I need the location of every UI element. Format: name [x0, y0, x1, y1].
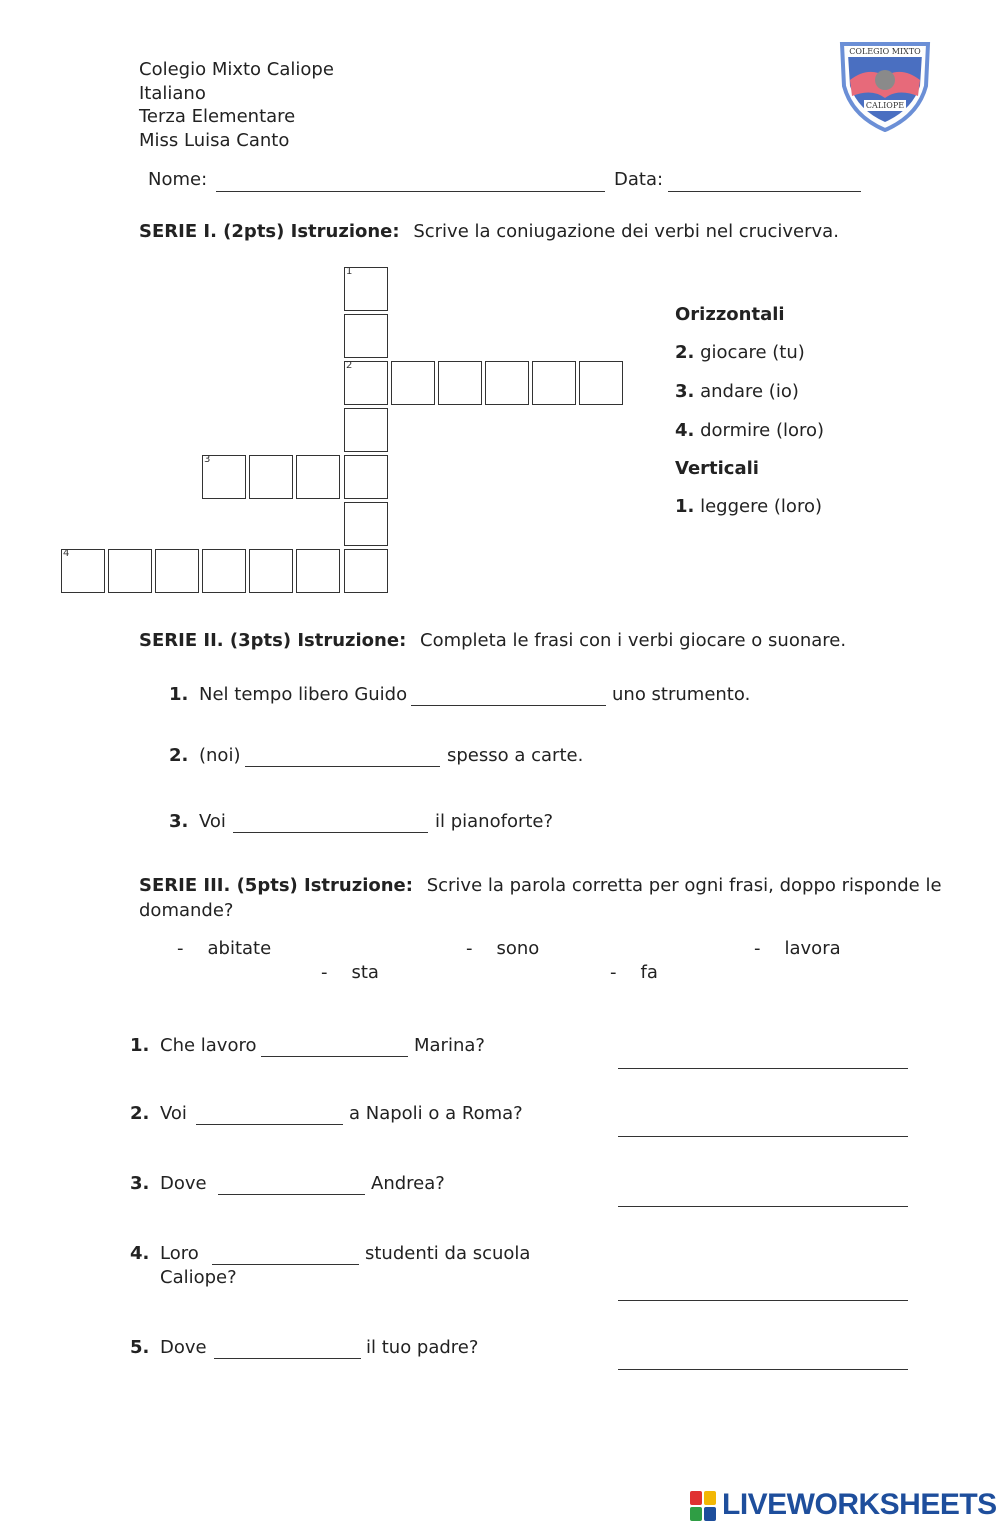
- liveworksheets-logo-icon: [690, 1491, 718, 1521]
- name-underline: [216, 191, 605, 192]
- clue-text: leggere (loro): [700, 496, 822, 517]
- cell-number: 2: [346, 360, 353, 371]
- word: abitate: [207, 938, 272, 959]
- serie3-title: [139, 875, 942, 896]
- blank-input[interactable]: [262, 1033, 406, 1055]
- name-label: Nome:: [148, 169, 208, 190]
- down-title: Verticali: [675, 458, 759, 479]
- word-bank-item: [177, 938, 271, 959]
- item-text-after: il tuo padre?: [366, 1337, 479, 1358]
- clue-text: giocare (tu): [700, 342, 805, 363]
- blank-input[interactable]: [215, 1335, 359, 1357]
- answer-input[interactable]: [619, 1044, 907, 1066]
- school-logo: [838, 40, 932, 132]
- item-text-before: Dove: [160, 1173, 207, 1194]
- item-number: 1.: [130, 1035, 150, 1056]
- crossword-cell[interactable]: [344, 455, 388, 499]
- blank-input[interactable]: [219, 1171, 363, 1193]
- date-underline: [668, 191, 861, 192]
- item-text-before: Dove: [160, 1337, 207, 1358]
- blank-underline: [218, 1194, 365, 1195]
- word-bank-item: [321, 962, 379, 983]
- blank-input[interactable]: [197, 1101, 341, 1123]
- item-text-before: Voi: [199, 811, 226, 832]
- blank-input[interactable]: [412, 682, 604, 704]
- clue-number: 1.: [675, 496, 695, 517]
- blank-underline: [245, 766, 440, 767]
- clue-item: [675, 496, 822, 517]
- item-number: 5.: [130, 1337, 150, 1358]
- clue-text: dormire (loro): [700, 420, 825, 441]
- answer-input[interactable]: [619, 1112, 907, 1134]
- answer-underline: [618, 1206, 908, 1207]
- answer-underline: [618, 1068, 908, 1069]
- grade: Terza Elementare: [139, 106, 296, 127]
- item-text-after: studenti da scuola: [365, 1243, 531, 1264]
- crossword-cell[interactable]: [438, 361, 482, 405]
- serie1-instruction: Scrive la coniugazione dei verbi nel cruciverva.: [413, 221, 839, 242]
- crossword-cell[interactable]: [344, 502, 388, 546]
- serie2-heading: SERIE II. (3pts) Istruzione:: [139, 630, 407, 651]
- liveworksheets-brand[interactable]: [690, 1488, 997, 1524]
- clue-item: [675, 381, 799, 402]
- serie2-title: [139, 630, 846, 651]
- item-text-before: Loro: [160, 1243, 199, 1264]
- item-text-before: Nel tempo libero Guido: [199, 684, 408, 705]
- crossword-cell[interactable]: [532, 361, 576, 405]
- word: lavora: [784, 938, 841, 959]
- blank-underline: [212, 1264, 359, 1265]
- across-title: Orizzontali: [675, 304, 785, 325]
- word-bank-item: [466, 938, 539, 959]
- item-text-before: Che lavoro: [160, 1035, 257, 1056]
- blank-underline: [261, 1056, 408, 1057]
- word: sono: [496, 938, 540, 959]
- item-text-before: Voi: [160, 1103, 187, 1124]
- clue-number: 4.: [675, 420, 695, 441]
- crossword-cell[interactable]: [249, 455, 293, 499]
- item-number: 2.: [130, 1103, 150, 1124]
- serie2-instruction: Completa le frasi con i verbi giocare o suonare.: [420, 630, 847, 651]
- crossword-cell[interactable]: [108, 549, 152, 593]
- blank-underline: [411, 705, 606, 706]
- crossword-cell[interactable]: [202, 455, 246, 499]
- crossword-cell[interactable]: [296, 455, 340, 499]
- item-number: 2.: [169, 745, 189, 766]
- blank-input[interactable]: [213, 1241, 357, 1263]
- brand-text: LIVEWORKSHEETS: [722, 1488, 997, 1521]
- item-text-after: il pianoforte?: [435, 811, 554, 832]
- answer-underline: [618, 1300, 908, 1301]
- serie1-heading: SERIE I. (2pts) Istruzione:: [139, 221, 400, 242]
- crossword-cell[interactable]: [344, 361, 388, 405]
- item-number: 3.: [130, 1173, 150, 1194]
- blank-underline: [196, 1124, 343, 1125]
- answer-input[interactable]: [619, 1345, 907, 1367]
- bullet-dash: -: [754, 938, 761, 959]
- crossword-cell[interactable]: [344, 549, 388, 593]
- clue-text: andare (io): [700, 381, 799, 402]
- blank-underline: [233, 832, 428, 833]
- serie3-instruction: Scrive la parola corretta per ogni frasi, doppo risponde le: [426, 875, 942, 896]
- bullet-dash: -: [321, 962, 328, 983]
- clue-item: [675, 342, 805, 363]
- item-number: 4.: [130, 1243, 150, 1264]
- subject: Italiano: [139, 83, 206, 104]
- item-text-after-cont: Caliope?: [160, 1267, 237, 1288]
- name-input[interactable]: [217, 168, 603, 190]
- date-input[interactable]: [669, 168, 859, 190]
- crossword-cell[interactable]: [202, 549, 246, 593]
- item-text-after: a Napoli o a Roma?: [349, 1103, 523, 1124]
- crossword-cell[interactable]: [344, 267, 388, 311]
- crossword-cell[interactable]: [249, 549, 293, 593]
- school-name: Colegio Mixto Caliope: [139, 59, 334, 80]
- crossword-cell[interactable]: [155, 549, 199, 593]
- answer-underline: [618, 1369, 908, 1370]
- crossword-cell[interactable]: [485, 361, 529, 405]
- answer-underline: [618, 1136, 908, 1137]
- logo-text-bottom: CALIOPE: [865, 101, 905, 110]
- item-number: 3.: [169, 811, 189, 832]
- date-label: Data:: [614, 169, 664, 190]
- answer-input[interactable]: [619, 1276, 907, 1298]
- word-bank-item: [754, 938, 841, 959]
- cell-number: 3: [204, 454, 211, 465]
- serie3-instruction-cont: domande?: [139, 900, 234, 921]
- crossword-cell[interactable]: [579, 361, 623, 405]
- blank-underline: [214, 1358, 361, 1359]
- serie3-heading: SERIE III. (5pts) Istruzione:: [139, 875, 413, 896]
- logo-text-top: COLEGIO MIXTO: [849, 47, 921, 56]
- bullet-dash: -: [466, 938, 473, 959]
- item-number: 1.: [169, 684, 189, 705]
- item-text-after: spesso a carte.: [447, 745, 584, 766]
- serie1-title: [139, 221, 839, 242]
- blank-input[interactable]: [246, 743, 438, 765]
- teacher: Miss Luisa Canto: [139, 130, 290, 151]
- crossword-cell[interactable]: [391, 361, 435, 405]
- item-text-after: Andrea?: [371, 1173, 445, 1194]
- crossword-cell[interactable]: [344, 314, 388, 358]
- crossword-cell[interactable]: [296, 549, 340, 593]
- item-text-after: Marina?: [414, 1035, 485, 1056]
- word: sta: [351, 962, 379, 983]
- bullet-dash: -: [610, 962, 617, 983]
- crossword-cell[interactable]: [61, 549, 105, 593]
- blank-input[interactable]: [234, 809, 426, 831]
- clue-number: 3.: [675, 381, 695, 402]
- answer-input[interactable]: [619, 1182, 907, 1204]
- bullet-dash: -: [177, 938, 184, 959]
- clue-number: 2.: [675, 342, 695, 363]
- cell-number: 4: [63, 548, 70, 559]
- cell-number: 1: [346, 266, 353, 277]
- word-bank-item: [610, 962, 658, 983]
- word: fa: [640, 962, 658, 983]
- crossword-cell[interactable]: [344, 408, 388, 452]
- item-text-after: uno strumento.: [612, 684, 751, 705]
- clue-item: [675, 420, 824, 441]
- item-text-before: (noi): [199, 745, 241, 766]
